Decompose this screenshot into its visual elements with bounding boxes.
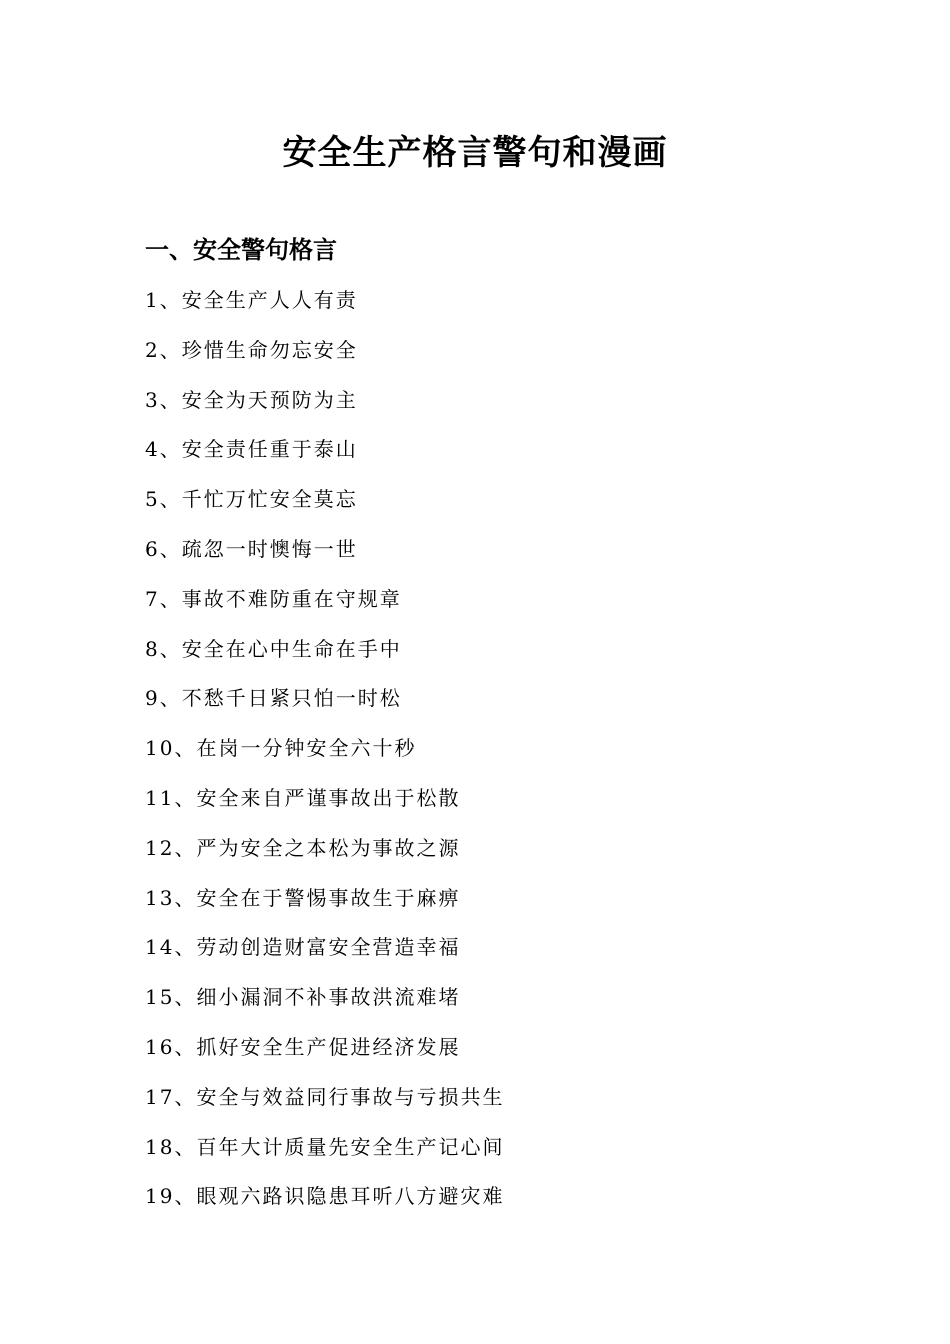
motto-second-half: 松为事故之源	[328, 835, 461, 860]
motto-item	[145, 332, 504, 382]
motto-first-half: 安全责任	[181, 437, 270, 462]
motto-first-half: 劳动创造财富	[196, 935, 329, 960]
motto-second-half: 勿忘安全	[269, 337, 358, 362]
motto-item	[145, 581, 504, 631]
motto-item	[145, 631, 504, 681]
motto-item	[145, 1129, 504, 1179]
motto-second-half: 重于泰山	[269, 437, 358, 462]
motto-number: 4、	[145, 437, 182, 462]
motto-first-half: 眼观六路识隐患	[196, 1184, 351, 1209]
motto-number: 7、	[145, 586, 182, 611]
motto-number: 9、	[145, 686, 182, 711]
motto-second-half: 懊悔一世	[269, 536, 358, 561]
motto-first-half: 细小漏洞不补	[196, 985, 329, 1010]
motto-first-half: 在岗一分钟	[196, 736, 307, 761]
motto-item	[145, 780, 504, 830]
motto-number: 10、	[145, 736, 197, 761]
motto-second-half: 人人有责	[269, 288, 358, 312]
motto-item	[145, 680, 504, 730]
motto-number: 17、	[145, 1084, 197, 1109]
motto-second-half: 促进经济发展	[328, 1034, 461, 1059]
motto-item	[145, 1079, 504, 1129]
motto-number: 18、	[145, 1134, 197, 1159]
motto-number: 13、	[145, 885, 197, 910]
motto-second-half: 重在守规章	[291, 586, 402, 611]
motto-second-half: 安全营造幸福	[328, 935, 461, 960]
motto-number: 15、	[145, 985, 197, 1010]
motto-item	[145, 382, 504, 432]
motto-item	[145, 880, 504, 930]
motto-second-half: 安全莫忘	[269, 487, 358, 512]
motto-second-half: 预防为主	[269, 387, 358, 412]
motto-first-half: 事故不难防	[181, 586, 292, 611]
motto-item	[145, 1178, 504, 1228]
motto-first-half: 珍惜生命	[181, 337, 270, 362]
motto-item	[145, 431, 504, 481]
motto-item	[145, 531, 504, 581]
motto-item	[145, 481, 504, 531]
motto-first-half: 安全与效益同行	[196, 1084, 351, 1109]
motto-first-half: 疏忽一时	[181, 536, 270, 561]
motto-second-half: 安全六十秒	[306, 736, 417, 761]
document-title: 安全生产格言警句和漫画	[282, 133, 668, 173]
motto-second-half: 只怕一时松	[291, 686, 402, 711]
motto-item	[145, 1029, 504, 1079]
motto-number: 12、	[145, 835, 197, 860]
motto-number: 16、	[145, 1034, 197, 1059]
motto-item	[145, 730, 504, 780]
motto-second-half: 事故与亏损共生	[350, 1084, 505, 1109]
motto-list	[145, 282, 504, 1228]
motto-number: 1、	[145, 288, 182, 312]
motto-second-half: 耳听八方避灾难	[350, 1184, 505, 1209]
section-heading: 一、安全警句格言	[145, 236, 337, 264]
motto-first-half: 抓好安全生产	[196, 1034, 329, 1059]
motto-first-half: 安全来自严谨	[196, 785, 329, 810]
motto-first-half: 严为安全之本	[196, 835, 329, 860]
motto-item	[145, 929, 504, 979]
motto-first-half: 不愁千日紧	[181, 686, 292, 711]
motto-number: 14、	[145, 935, 197, 960]
motto-number: 6、	[145, 536, 182, 561]
motto-item	[145, 979, 504, 1029]
motto-first-half: 百年大计质量先	[196, 1134, 351, 1159]
motto-number: 11、	[145, 785, 197, 810]
motto-number: 2、	[145, 337, 182, 362]
motto-second-half: 生命在手中	[291, 636, 402, 661]
motto-number: 5、	[145, 487, 182, 512]
motto-number: 8、	[145, 636, 182, 661]
motto-second-half: 事故出于松散	[328, 785, 461, 810]
motto-second-half: 事故洪流难堵	[328, 985, 461, 1010]
motto-first-half: 安全生产	[181, 288, 270, 312]
motto-second-half: 安全生产记心间	[350, 1134, 505, 1159]
motto-item	[145, 282, 504, 332]
motto-first-half: 安全在心中	[181, 636, 292, 661]
motto-first-half: 千忙万忙	[181, 487, 270, 512]
motto-item	[145, 830, 504, 880]
motto-number: 3、	[145, 387, 182, 412]
motto-second-half: 事故生于麻痹	[328, 885, 461, 910]
motto-first-half: 安全在于警惕	[196, 885, 329, 910]
motto-number: 19、	[145, 1184, 197, 1209]
motto-first-half: 安全为天	[181, 387, 270, 412]
